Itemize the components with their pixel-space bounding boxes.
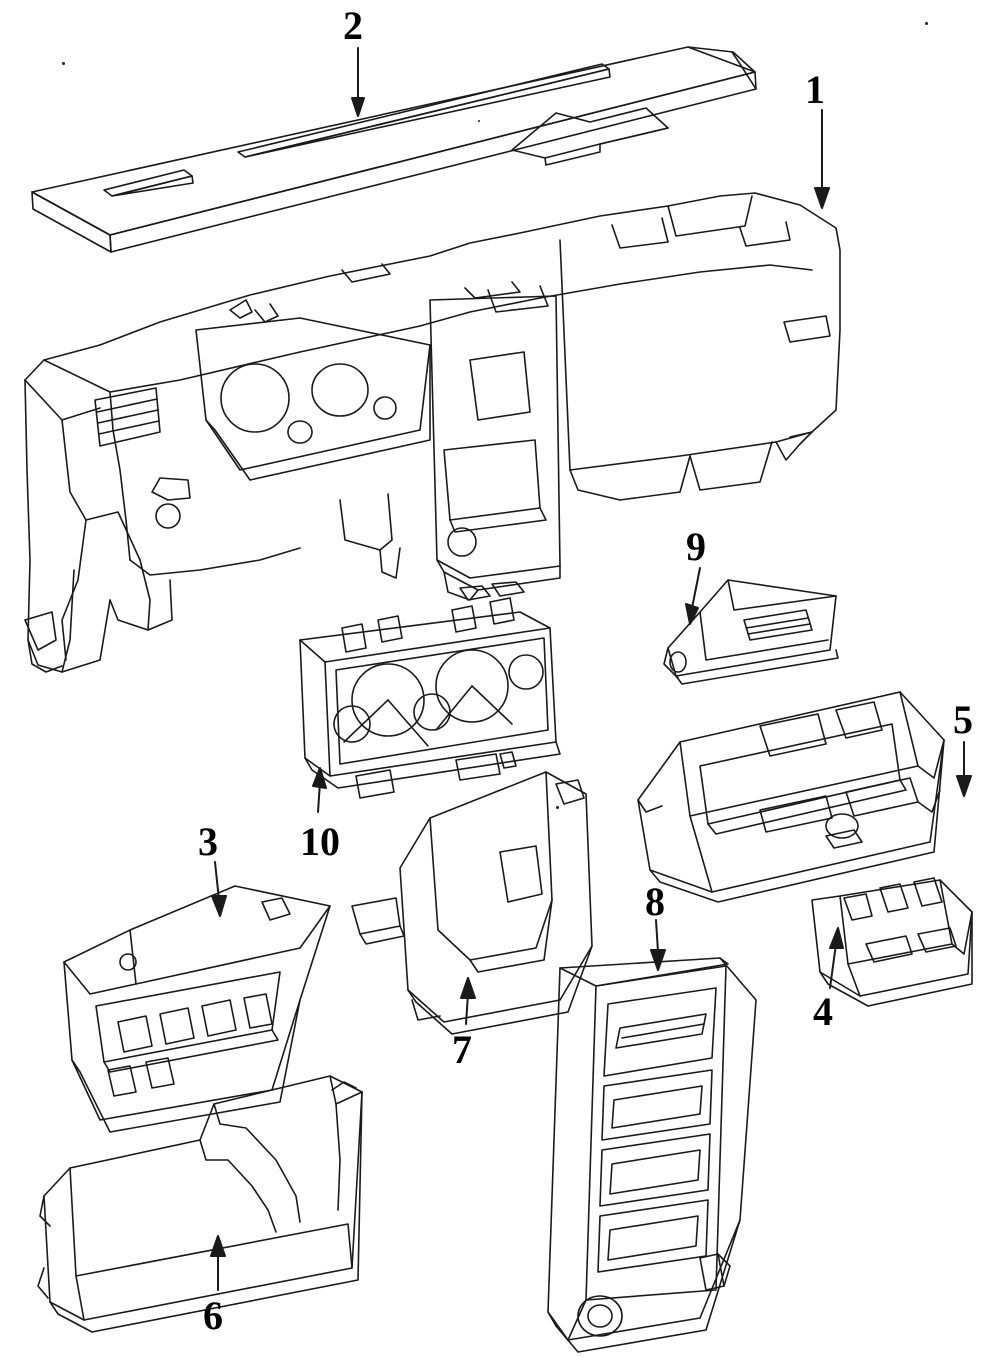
part-2-defroster-pad [32, 47, 756, 252]
scan-speck [62, 62, 65, 65]
part-10-instrument-cluster [300, 582, 560, 798]
callout-label-9: 9 [686, 524, 706, 569]
part-8-console-bezel [548, 958, 756, 1352]
scan-speck [478, 120, 480, 122]
callout-label-5: 5 [953, 697, 973, 742]
scan-speck [925, 22, 928, 25]
scan-speck [556, 806, 559, 809]
callout-label-1: 1 [805, 67, 825, 112]
callout-label-2: 2 [343, 3, 363, 48]
callout-label-4: 4 [813, 989, 833, 1034]
callout-label-10: 10 [300, 819, 340, 864]
part-5-glove-box [638, 692, 944, 902]
callout-label-6: 6 [203, 1293, 223, 1338]
callout-label-3: 3 [198, 819, 218, 864]
part-3-lower-left-trim [64, 886, 330, 1132]
part-1-instrument-panel [25, 193, 840, 672]
callout-label-7: 7 [452, 1027, 472, 1072]
part-9-ash-tray [664, 580, 838, 684]
part-6-knee-bolster [38, 1076, 362, 1332]
callout-label-8: 8 [645, 879, 665, 924]
